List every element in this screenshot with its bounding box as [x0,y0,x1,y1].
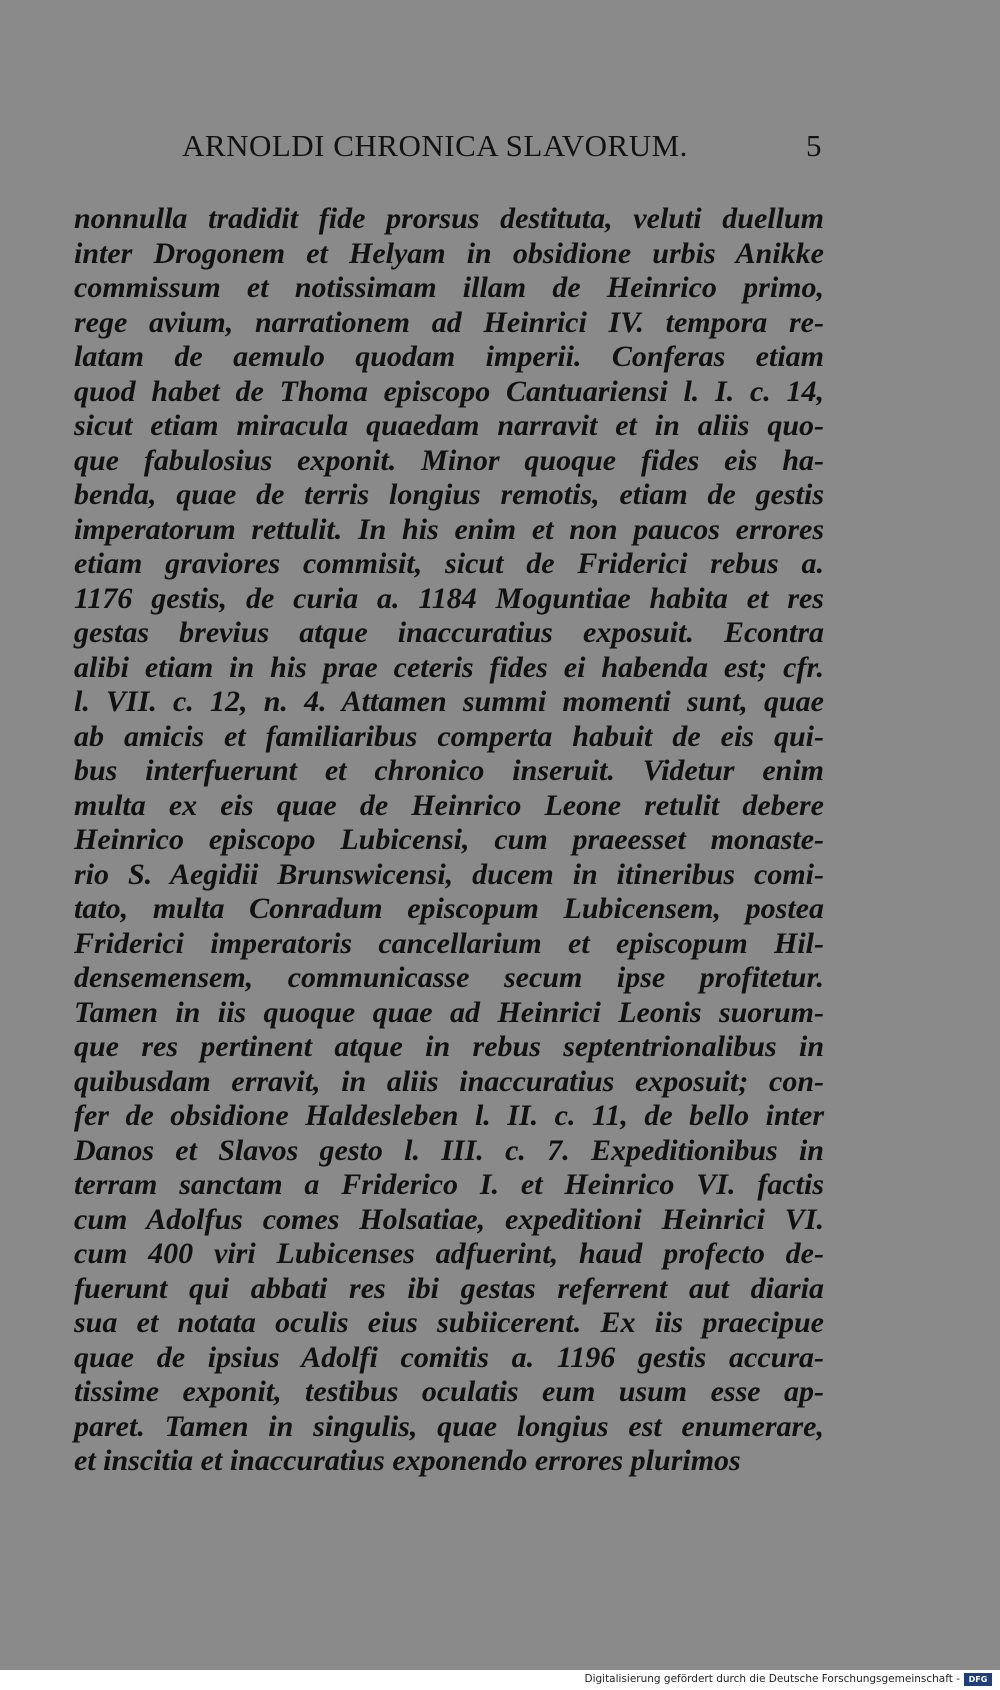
digitization-footer [0,1670,1000,1690]
text-line: sua et notata oculis eius subiicerent. Ex iis praecipue [74,1306,824,1339]
text-line: tissime exponit, testibus oculatis eum usum esse ap- [74,1375,824,1408]
body-text [74,202,824,1479]
text-line: commissum et notissimam illam de Heinrico primo, [74,271,824,304]
text-line: quae de ipsius Adolfi comitis a. 1196 gestis accura- [74,1340,824,1374]
text-line: fer de obsidione Haldesleben l. II. c. 11, de bello inter [74,1099,824,1132]
text-line: tato, multa Conradum episcopum Lubicensem, postea [74,892,824,925]
text-line: Danos et Slavos gesto l. III. c. 7. Expeditionibus in [74,1133,824,1167]
text-line: inter Drogonem et Helyam in obsidione urbis Anikke [74,236,824,270]
text-line: que res pertinent atque in rebus septentrionalibus in [74,1030,824,1063]
text-line: terram sanctam a Friderico I. et Heinrico VI. factis [74,1168,824,1201]
text-line: paret. Tamen in singulis, quae longius est enumerare, [74,1409,824,1443]
text-line: quod habet de Thoma episcopo Cantuariensi l. I. c. 14, [74,374,824,408]
text-line: fuerunt qui abbati res ibi gestas referrent aut diaria [74,1271,824,1305]
text-line: gestas brevius atque inaccuratius exposuit. Econtra [74,616,824,649]
text-line: quibusdam erravit, in aliis inaccuratius exposuit; con- [74,1064,824,1098]
text-line: nonnulla tradidit fide prorsus destituta, veluti duellum [74,202,824,235]
page-number: 5 [806,128,822,163]
text-line: multa ex eis quae de Heinrico Leone retulit debere [74,788,824,822]
text-line: imperatorum rettulit. In his enim et non paucos errores [74,512,824,546]
text-line: Tamen in iis quoque quae ad Heinrici Leonis suorum- [74,995,824,1029]
text-line: 1176 gestis, de curia a. 1184 Moguntiae habita et res [74,581,824,615]
text-line: latam de aemulo quodam imperii. Conferas etiam [74,340,824,373]
text-line: cum Adolfus comes Holsatiae, expeditioni Heinrici VI. [74,1202,824,1236]
dfg-credit: Digitalisierung gefördert durch die Deutsche Forschungsgemeinschaft - [584,1673,960,1685]
text-line: rege avium, narrationem ad Heinrici IV. tempora re- [74,305,824,339]
text-line: l. VII. c. 12, n. 4. Attamen summi momenti sunt, quae [74,685,824,718]
text-line: que fabulosius exponit. Minor quoque fides eis ha- [74,443,824,477]
text-line: Heinrico episcopo Lubicensi, cum praeesset monaste- [74,823,824,856]
text-line: et inscitia et inaccuratius exponendo errores plurimos [74,1444,741,1477]
running-title: ARNOLDI CHRONICA SLAVORUM. [182,128,688,163]
text-line: etiam graviores commisit, sicut de Friderici rebus a. [74,547,824,580]
text-line: sicut etiam miracula quaedam narravit et in aliis quo- [74,409,824,442]
text-line: alibi etiam in his prae ceteris fides ei habenda est; cfr. [74,650,824,684]
text-line: rio S. Aegidii Brunswicensi, ducem in itineribus comi- [74,857,824,891]
text-line: benda, quae de terris longius remotis, etiam de gestis [74,478,824,511]
text-line: densemensem, communicasse secum ipse profitetur. [74,961,824,994]
text-line: cum 400 viri Lubicenses adfuerint, haud profecto de- [74,1237,824,1270]
text-line: bus interfuerunt et chronico inseruit. Videtur enim [74,754,824,787]
text-line: ab amicis et familiaribus comperta habuit de eis qui- [74,719,824,753]
dfg-logo-icon: DFG [964,1673,992,1686]
text-line: Friderici imperatoris cancellarium et episcopum Hil- [74,926,824,960]
